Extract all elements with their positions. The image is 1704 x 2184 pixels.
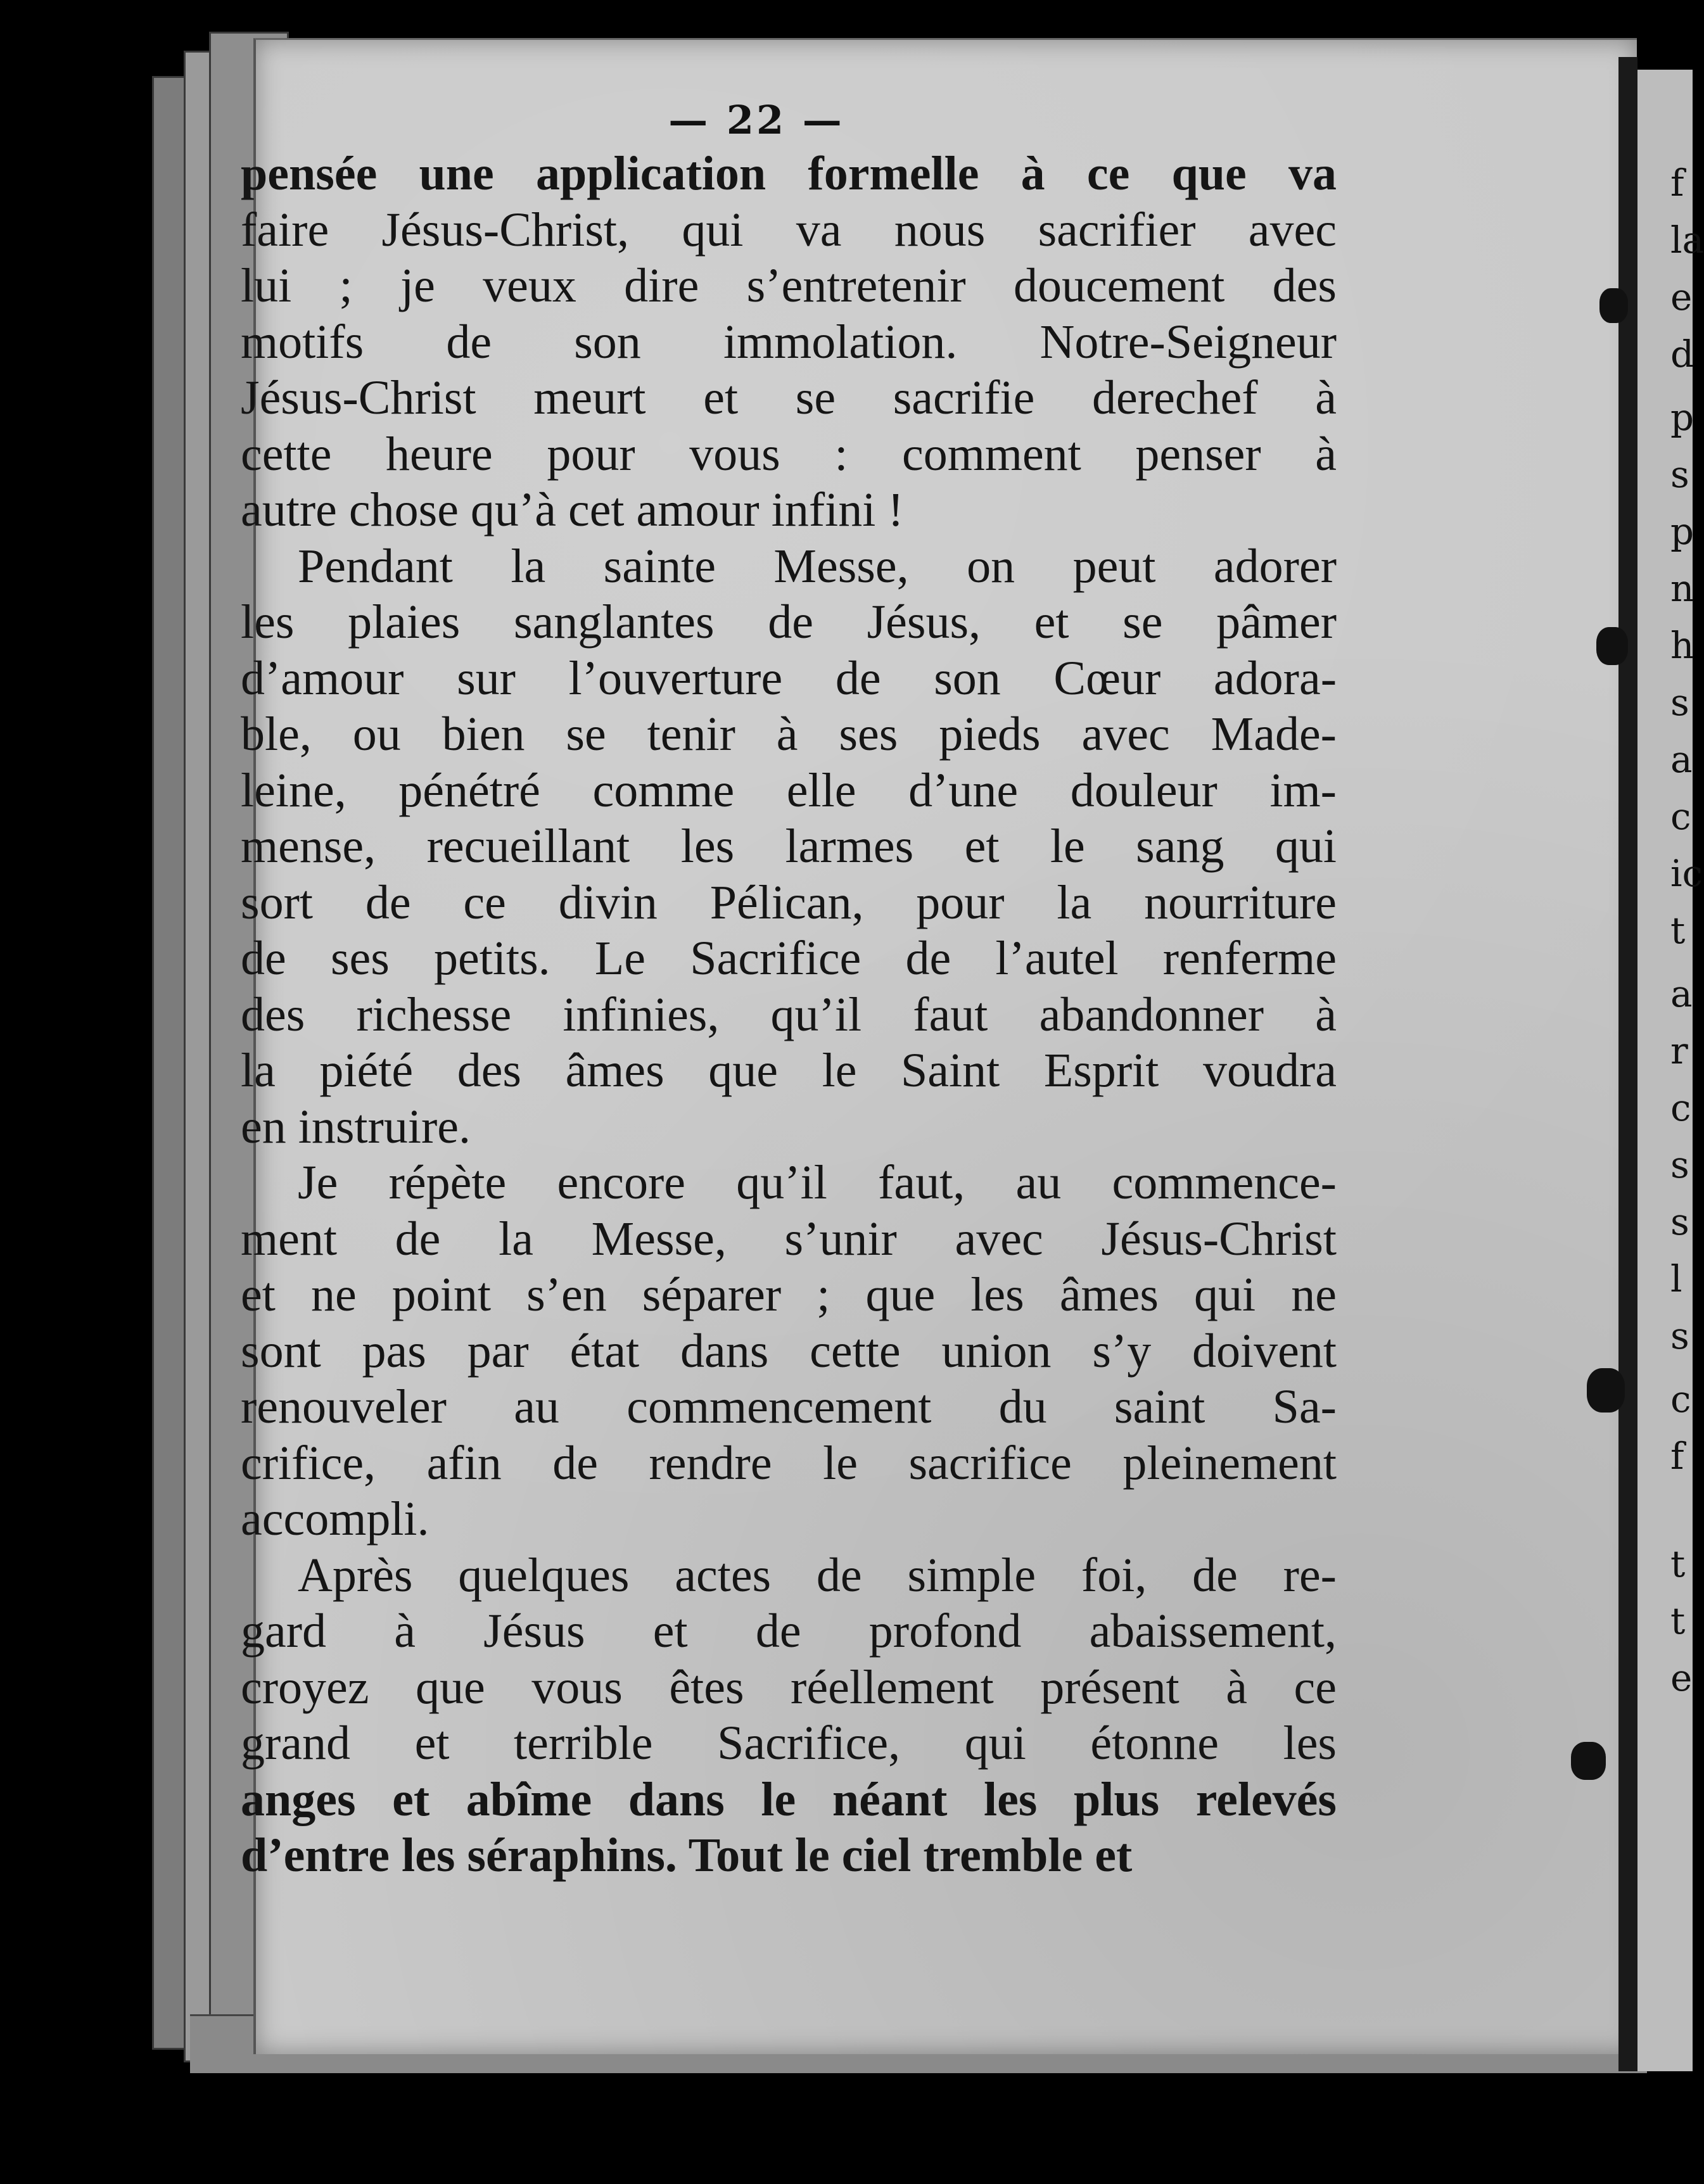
facing-page-fragment: c [1670,1378,1691,1421]
text-line: ble, ou bien se tenir à ses pieds avec Made- [241,708,1337,761]
page-number: — 22 — [668,97,844,143]
paragraph [241,1155,1558,1547]
ink-blot [1599,288,1628,323]
facing-page-fragment: d [1670,333,1694,376]
facing-page-fragment: e [1670,1656,1693,1699]
facing-page-fragment: l [1670,1257,1682,1300]
facing-page-fragment: f [1670,162,1684,205]
text-line: faire Jésus-Christ, qui va nous sacrifier avec [241,203,1337,257]
facing-page-fragment: s [1670,681,1689,724]
text-line: pensée une application formelle à ce que va [241,147,1337,200]
text-line: renouveler au commencement du saint Sa- [241,1380,1337,1433]
text-line: la piété des âmes que le Saint Esprit voudra [241,1044,1337,1097]
paragraph [241,538,1558,1155]
facing-page-fragment: a [1670,738,1693,781]
text-line: grand et terrible Sacrifice, qui étonne les [241,1717,1337,1770]
text-line: autre chose qu’à cet amour infini ! [241,483,904,536]
facing-page-fragment: s [1670,1200,1689,1243]
text-line: et ne point s’en séparer ; que les âmes qui ne [241,1268,1337,1321]
facing-page-fragment: t [1670,1599,1686,1642]
facing-page-fragment: p [1670,510,1694,553]
facing-page-fragment: r [1670,1029,1688,1072]
facing-page-fragment: n [1670,567,1694,610]
facing-page-fragment: c [1670,795,1691,838]
text-line: sort de ce divin Pélican, pour la nourriture [241,875,1337,929]
facing-page-fragment: e [1670,276,1693,319]
text-line: Pendant la sainte Messe, on peut adorer [298,539,1337,593]
facing-page-fragment: a [1670,972,1693,1015]
facing-page-fragment: la [1670,219,1704,262]
facing-page-fragment: t [1670,909,1686,952]
facing-page-fragment: p [1670,396,1694,439]
text-line: lui ; je veux dire s’entretenir doucement des [241,259,1337,312]
facing-page-fragment: t [1670,1542,1686,1585]
ink-blot [1596,627,1628,665]
ink-blot [1571,1742,1606,1780]
text-line: cette heure pour vous : comment penser à [241,427,1337,481]
facing-page-edge [1637,70,1704,2071]
text-line: gard à Jésus et de profond abaissement, [241,1604,1337,1658]
text-line: d’amour sur l’ouverture de son Cœur adora- [241,651,1337,705]
text-line: de ses petits. Le Sacrifice de l’autel renferme [241,932,1337,985]
text-line: en instruire. [241,1100,471,1153]
facing-page-fragment: s [1670,1314,1689,1357]
text-line: motifs de son immolation. Notre-Seigneur [241,315,1337,369]
book-gutter [1618,57,1637,2071]
text-line: sont pas par état dans cette union s’y doivent [241,1324,1337,1378]
facing-page-fragment: c [1670,1086,1691,1129]
text-line: ment de la Messe, s’unir avec Jésus-Christ [241,1212,1337,1266]
text-line: accompli. [241,1492,429,1546]
ink-blot [1587,1368,1625,1413]
text-line: des richesse infinies, qu’il faut abandonner à [241,987,1337,1041]
facing-page-fragment: f [1670,1435,1684,1478]
facing-page-fragment: ic [1670,852,1703,895]
text-line: Jésus-Christ meurt et se sacrifie derechef à [241,371,1337,424]
facing-page-fragment: h [1670,624,1694,667]
text-line: anges et abîme dans le néant les plus relevés [241,1772,1337,1826]
text-line: leine, pénétré comme elle d’une douleur im- [241,763,1337,817]
facing-page-fragment: s [1670,1143,1689,1186]
paragraph [241,146,1558,538]
page-text [241,146,1558,1884]
text-line: Je répète encore qu’il faut, au commence- [298,1156,1337,1209]
text-line: mense, recueillant les larmes et le sang qui [241,820,1337,873]
text-line: croyez que vous êtes réellement présent à ce [241,1660,1337,1714]
text-line: les plaies sanglantes de Jésus, et se pâmer [241,595,1337,649]
text-line: d’entre les séraphins. Tout le ciel tremble et [241,1829,1133,1882]
paragraph [241,1547,1558,1884]
text-line: crifice, afin de rendre le sacrifice pleinement [241,1436,1337,1490]
text-line: Après quelques actes de simple foi, de re- [298,1548,1337,1602]
facing-page-fragment: s [1670,453,1689,496]
